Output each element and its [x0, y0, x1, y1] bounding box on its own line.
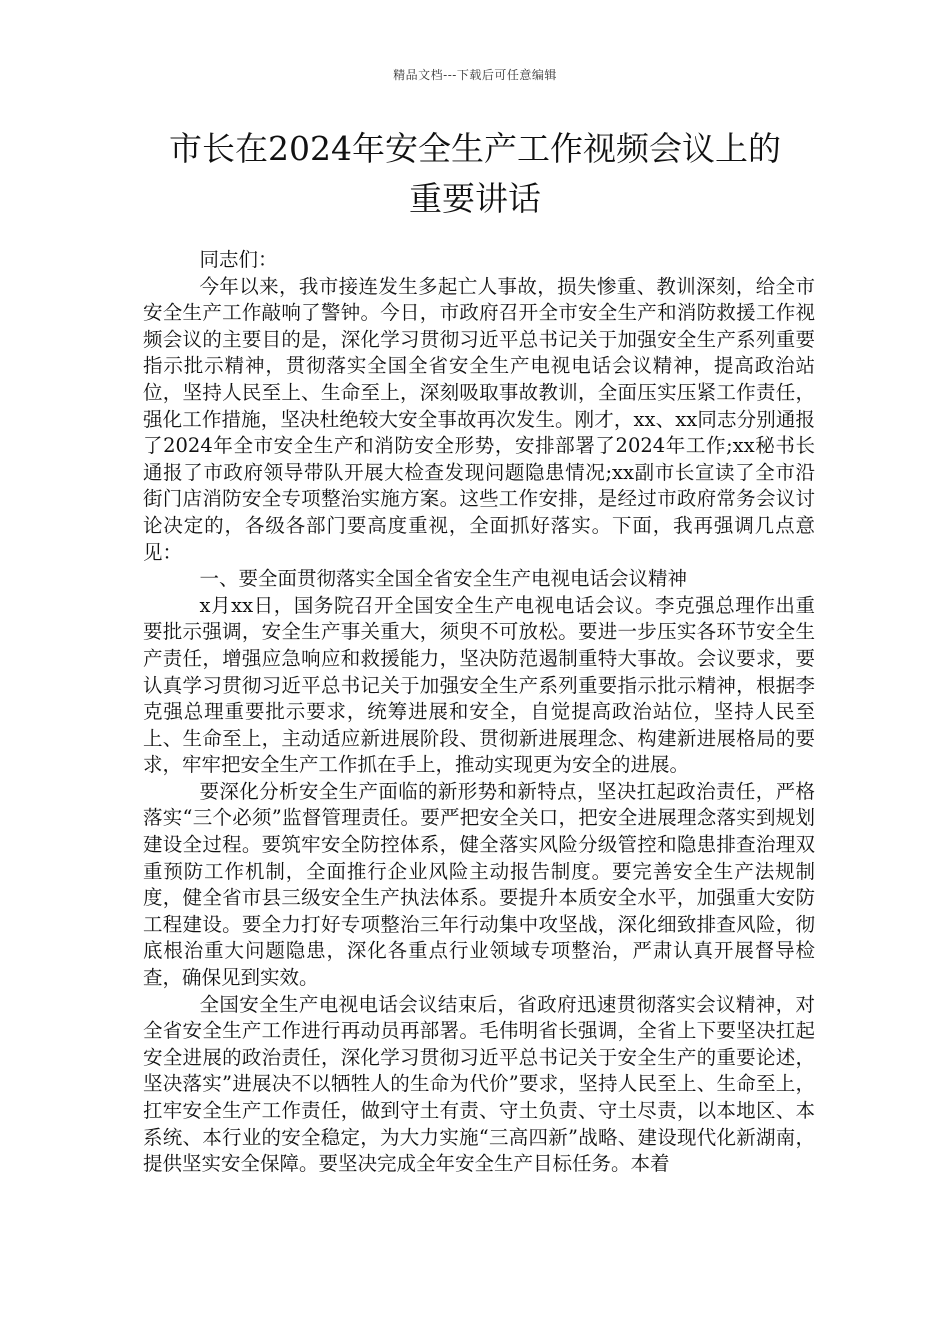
- document-title: [120, 124, 830, 224]
- title-line-2: 重要讲话: [409, 179, 541, 218]
- paragraph-provincial-meeting: 全国安全生产电视电话会议结束后，省政府迅速贯彻落实会议精神，对全省安全生产工作进行再动员再部署。毛伟明省长强调，全省上下要坚决扛起安全进展的政治责任，深化学习贯彻习近平总书记关于安全生产的重要论述，坚决落实”进展决不以牺牲人的生命为代价”要求，坚持人民至上、生命至上，扛牢安全生产工作责任，做到守土有责、守土负责、守土尽责，以本地区、本系统、本行业的安全稳定，为大力实施“三高四新”战略、建设现代化新湖南，提供坚实安全保障。要坚决完成全年安全生产目标任务。本着: [143, 992, 815, 1176]
- document-body: [143, 247, 815, 1178]
- header-note: 精品文档---下载后可任意编辑: [393, 68, 557, 82]
- section-heading-1: 一、要全面贯彻落实全国全省安全生产电视电话会议精神: [199, 567, 688, 591]
- paragraph-intro: 今年以来，我市接连发生多起亡人事故，损失惨重、教训深刻，给全市安全生产工作敲响了警钟。今日，市政府召开全市安全生产和消防救援工作视频会议的主要目的是，深化学习贯彻习近平总书记关于加强安全生产系列重要指示批示精神，贯彻落实全国全省安全生产电视电话会议精神，提高政治站位，坚持人民至上、生命至上，深刻吸取事故教训，全面压实压紧工作责任，强化工作措施，坚决杜绝较大安全事故再次发生。刚才，xx、xx同志分别通报了2024年全市安全生产和消防安全形势，安排部署了2024年工作;xx秘书长通报了市政府领导带队开展大检查发现问题隐患情况;xx副市长宣读了全市沿街门店消防安全专项整治实施方案。这些工作安排，是经过市政府常务会议讨论决定的，各级各部门要高度重视，全面抓好落实。下面，我再强调几点意见：: [143, 274, 815, 564]
- title-line-1: 市长在2024年安全生产工作视频会议上的: [169, 129, 781, 168]
- paragraph-new-situation: 要深化分析安全生产面临的新形势和新特点，坚决扛起政治责任，严格落实“三个必须”监督管理责任。要严把安全关口，把安全进展理念落实到规划建设全过程。要筑牢安全防控体系，健全落实风险分级管控和隐患排查治理双重预防工作机制，全面推行企业风险主动报告制度。要完善安全生产法规制度，健全省市县三级安全生产执法体系。要提升本质安全水平，加强重大安防工程建设。要全力打好专项整治三年行动集中攻坚战，深化细致排查风险，彻底根治重大问题隐患，深化各重点行业领域专项整治，严肃认真开展督导检查，确保见到实效。: [143, 779, 815, 990]
- salutation: 同志们：: [199, 248, 278, 271]
- paragraph-national-meeting: x月xx日，国务院召开全国安全生产电视电话会议。李克强总理作出重要批示强调，安全生产事关重大，须臾不可放松。要进一步压实各环节安全生产责任，增强应急响应和救援能力，坚决防范遏制重特大事故。会议要求，要认真学习贯彻习近平总书记关于加强安全生产系列重要指示批示精神，根据李克强总理重要批示要求，统筹进展和安全，自觉提高政治站位，坚持人民至上、生命至上，主动适应新进展阶段、贯彻新进展理念、构建新进展格局的要求，牢牢把安全生产工作抓在手上，推动实现更为安全的进展。: [143, 593, 815, 777]
